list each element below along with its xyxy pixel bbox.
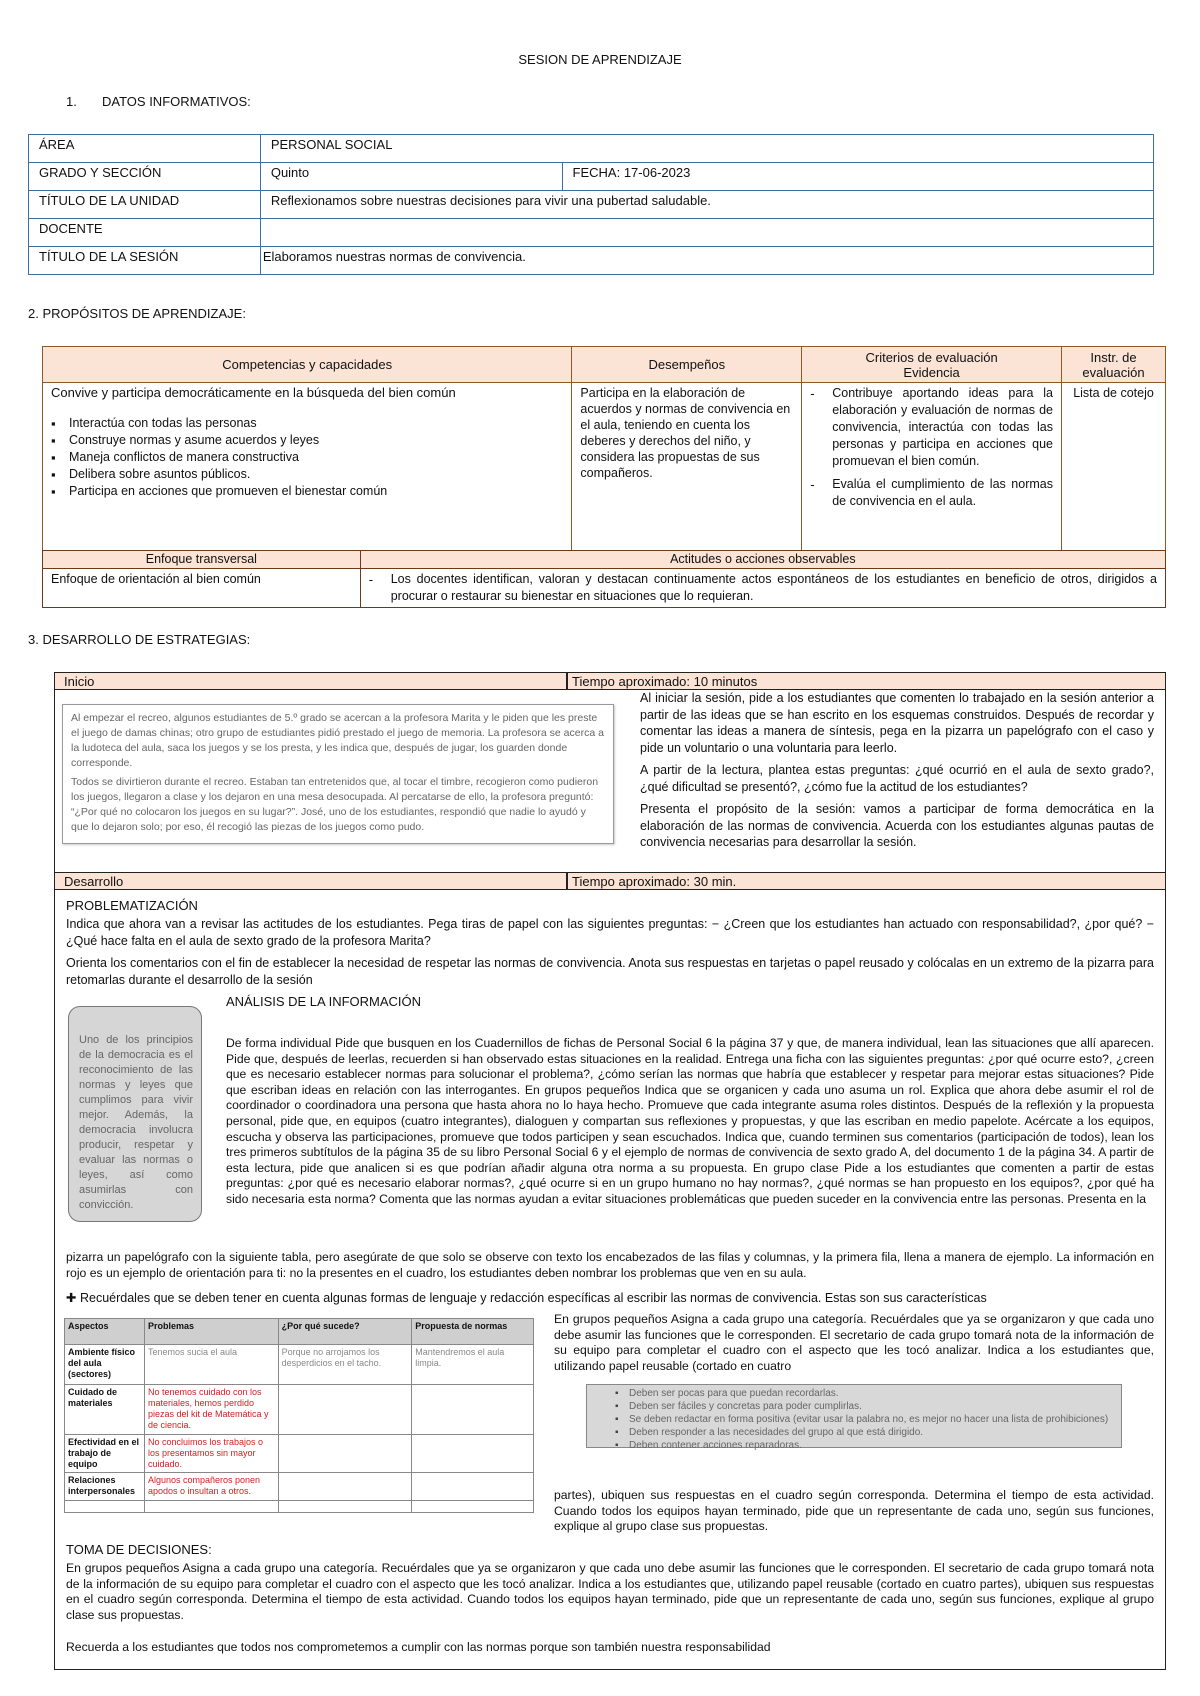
page-title: SESION DE APRENDIZAJE bbox=[518, 52, 682, 67]
table-cell: Relaciones interpersonales bbox=[65, 1473, 145, 1501]
list-item: ▪ Construye normas y asume acuerdos y leyes bbox=[51, 432, 563, 449]
unidad-value: Reflexionamos sobre nuestras decisiones para vivir una pubertad saludable. bbox=[260, 191, 1153, 219]
docente-label: DOCENTE bbox=[29, 219, 261, 247]
instrumento-cell: Lista de cotejo bbox=[1062, 383, 1166, 551]
table-cell: Cuidado de materiales bbox=[65, 1385, 145, 1435]
criterios-list bbox=[810, 385, 1053, 510]
list-item: ▪ Participa en acciones que promueven el bienestar común bbox=[51, 483, 563, 500]
info-table bbox=[28, 134, 1154, 275]
section-title-propositos: 2. PROPÓSITOS DE APRENDIZAJE: bbox=[28, 306, 246, 321]
enfoque-table bbox=[42, 550, 1166, 608]
table-cell bbox=[278, 1501, 412, 1513]
table-row bbox=[65, 1473, 534, 1501]
header-desempenos: Desempeños bbox=[572, 347, 802, 383]
problem-text bbox=[66, 916, 1154, 988]
actitud-cell bbox=[360, 569, 1165, 608]
plus-bullet-icon: ✚ bbox=[66, 1291, 77, 1305]
desempeno-cell: Participa en la elaboración de acuerdos y normas de convivencia en el aula, teniendo en cuenta los deberes y derechos del niño, y considera las propuestas de sus compañeros. bbox=[572, 383, 802, 551]
desarrollo-time: Tiempo aproximado: 30 min. bbox=[572, 874, 737, 889]
fecha-value: FECHA: 17-06-2023 bbox=[562, 163, 1153, 191]
characteristics-list bbox=[615, 1387, 1113, 1452]
norms-header-porque: ¿Por qué sucede? bbox=[278, 1319, 412, 1345]
case-paragraph-1: Al empezar el recreo, algunos estudiantes de 5.º grado se acercan a la profesora Marita y le piden que les preste el juego de damas chinas; otro grupo de estudiantes pidió prestado el juego de memoria. La profesora se acerca a la ludoteca del aula, saca los juegos y se los presta, y les indica que, después de jugar, los guarden donde corresponde. bbox=[71, 712, 604, 769]
decision-paragraph-1: En grupos pequeños Asigna a cada grupo una categoría. Recuérdales que ya se organizaron y que cada uno debe asumir las funciones que le corresponden. El secretario de cada grupo tomará nota de la información de su equipo para completar el cuadro con el aspecto que les tocó analizar. Indica a los estudiantes que, utilizando papel reusable (cortado en cuatro partes), ubiquen sus respuestas en el cuadro según corresponda. Determina el tiempo de esta actividad. Cuando todos los equipos hayan terminado, pide que un representante de cada uno, según sus funciones, explique al grupo clase sus propuestas. bbox=[66, 1561, 1154, 1622]
area-value: PERSONAL SOCIAL bbox=[260, 135, 1153, 163]
inicio-paragraph-3: Presenta el propósito de la sesión: vamos a participar de forma democrática en la elaboración de las normas de convivencia. Acuerda con los estudiantes algunas pautas de convivencia necesarias para desarrollar la sesión. bbox=[640, 802, 1154, 849]
section-title-datos: DATOS INFORMATIVOS: bbox=[102, 94, 251, 109]
problem-title: PROBLEMATIZACIÓN bbox=[66, 898, 198, 913]
sesion-label: TÍTULO DE LA SESIÓN bbox=[29, 247, 261, 275]
list-item: - Contribuye aportando ideas para la elaboración y evaluación de normas de convivencia, interactúa con todas las personas y participa en acciones que promuevan el bien común. bbox=[810, 385, 1053, 470]
table-cell: Algunos compañeros ponen apodos o insultan a otros. bbox=[144, 1473, 278, 1501]
desarrollo-label: Desarrollo bbox=[64, 874, 124, 889]
table-cell bbox=[278, 1435, 412, 1473]
table-cell bbox=[412, 1473, 534, 1501]
header-enfoque: Enfoque transversal bbox=[43, 551, 361, 569]
norms-header-propuesta: Propuesta de normas bbox=[412, 1319, 534, 1345]
problem-paragraph-2: Orienta los comentarios con el fin de establecer la necesidad de respetar las normas de convivencia. Anota sus respuestas en tarjetas o papel reusado y colócalas en un extremo de la pizarra para retomarlas durante el desarrollo de la sesión bbox=[66, 956, 1154, 987]
norms-table bbox=[64, 1318, 534, 1513]
grado-value: Quinto bbox=[260, 163, 562, 191]
bullet-intro-text: Recuérdales que se deben tener en cuenta algunas formas de lenguaje y redacción específicas al escribir las normas de convivencia. Estas son sus características bbox=[79, 1291, 987, 1305]
list-item: ▪ Deben responder a las necesidades del grupo al que está dirigido. bbox=[615, 1426, 1113, 1439]
groups-paragraph-2: partes), ubiquen sus respuestas en el cuadro según corresponda. Determina el tiempo de esta actividad. Cuando todos los equipos hayan terminado, pide que un representante de cada uno, según sus funciones, explique al grupo clase sus propuestas. bbox=[554, 1488, 1154, 1534]
header-instrumento: Instr. de evaluación bbox=[1062, 347, 1166, 383]
table-cell bbox=[278, 1473, 412, 1501]
actitudes-list bbox=[369, 571, 1157, 605]
inicio-paragraph-1: Al iniciar la sesión, pide a los estudiantes que comenten lo trabajado en la sesión anterior a partir de las ideas que se han escrito en los esquemas construidos. Después de recordar y comentar las ideas a manera de síntesis, pega en la pizarra un papelógrafo con el caso y pide un voluntario o una voluntaria para leerlo. bbox=[640, 691, 1154, 755]
table-cell bbox=[278, 1385, 412, 1435]
inicio-paragraph-2: A partir de la lectura, plantea estas preguntas: ¿qué ocurrió en el aula de sexto grado?, ¿qué dificultad se presentó?, ¿cómo fue la actitud de los estudiantes? bbox=[640, 763, 1154, 794]
table-row bbox=[65, 1385, 534, 1435]
header-criterios bbox=[802, 347, 1062, 383]
list-item: ▪ Maneja conflictos de manera constructiva bbox=[51, 449, 563, 466]
case-paragraph-2: Todos se divirtieron durante el recreo. Estaban tan entretenidos que, al tocar el timbre, recogieron como pudieron los juegos, llegaron a clase y los dejaron en una mesa desocupada. Al percatarse de ello, la profesora preguntó: “¿Por qué no colocaron los juegos en su lugar?”. José, uno de los estudiantes, respondió que nadie lo ayudó y que lo dejaron solo; por eso, él recogió las piezas de los juegos como pudo. bbox=[71, 776, 599, 833]
header-actitudes: Actitudes o acciones observables bbox=[360, 551, 1165, 569]
header-criterios-line2: Evidencia bbox=[903, 364, 960, 380]
decision-title: TOMA DE DECISIONES: bbox=[66, 1542, 212, 1557]
list-item: - Los docentes identifican, valoran y destacan continuamente actos espontáneos de los estudiantes en beneficio de otros, dirigidos a procurar o restaurar su bienestar en situaciones que lo requieran. bbox=[369, 571, 1157, 605]
inicio-time: Tiempo aproximado: 10 minutos bbox=[572, 674, 758, 689]
table-row bbox=[65, 1435, 534, 1473]
problem-paragraph-1: Indica que ahora van a revisar las actitudes de los estudiantes. Pega tiras de papel con las siguientes preguntas: − ¿Creen que los estudiantes han actuado con responsabilidad?, ¿por qué? − ¿Qué hace falta en el aula de sexto grado de la profesora Marita? bbox=[66, 917, 1154, 948]
desarrollo-header-divider bbox=[566, 872, 568, 890]
table-cell bbox=[412, 1501, 534, 1513]
list-item: ▪ Se deben redactar en forma positiva (evitar usar la palabra no, es mejor no hacer una lista de prohibiciones) bbox=[615, 1413, 1113, 1426]
table-row bbox=[65, 1345, 534, 1385]
characteristics-box bbox=[586, 1384, 1122, 1451]
bullet-intro-row bbox=[66, 1290, 987, 1305]
capacidades-list bbox=[51, 415, 563, 500]
analysis-title: ANÁLISIS DE LA INFORMACIÓN bbox=[226, 994, 422, 1009]
competencia-text: Convive y participa democráticamente en la búsqueda del bien común bbox=[51, 385, 456, 400]
competencia-cell bbox=[43, 383, 572, 551]
header-competencias: Competencias y capacidades bbox=[43, 347, 572, 383]
table-cell: Ambiente físico del aula (sectores) bbox=[65, 1345, 145, 1385]
list-item: ▪ Deben contener acciones reparadoras. bbox=[615, 1439, 1113, 1452]
inicio-text bbox=[640, 690, 1154, 851]
table-cell: No concluimos los trabajos o los presentamos sin mayor cuidado. bbox=[144, 1435, 278, 1473]
table-row bbox=[65, 1501, 534, 1513]
analysis-paragraph-1: De forma individual Pide que busquen en los Cuadernillos de fichas de Personal Social 6 la página 37 y que, de manera individual, lean las situaciones que allí aparecen. Pide que, después de leerlas, recuerden si han observado estas situaciones en la realidad. Entrega una ficha con las siguientes preguntas: ¿por qué ocurre esto?, ¿creen que es necesario establecer normas para solucionar el problema?, ¿cómo serían las normas que habría que establecer y respetar para mejorar estas situaciones? Pide que escriban ideas en relación con las interrogantes. En grupos pequeños Indica que se organicen y cada uno asuma un rol. Explica que ahora debe asumir el rol de coordinador o coordinadora una persona que hasta ahora no lo haya hecho. Promueve que cada integrante asuma roles distintos. Después de la reflexión y la propuesta personal, pide que, en equipos (cuatro integrantes), dialoguen y compartan sus reflexiones y propuestas, y que las escriban en medio papelote. Acércate a los equipos, escucha y observa las participaciones, promueve que todos participen y sean escuchados. Indica que, cuando terminen sus comentarios (participación de todos), lean los tres primeros subtítulos de la página 35 de su libro Personal Social 6 y el ejemplo de normas de convivencia de sexto grado A, del documento 1 de la página 34. A partir de esta lectura, pide que analicen si es que podrían añadir alguna otra norma a su propuesta. En grupo clase Pide a los estudiantes que comenten a partir de estas preguntas: ¿por qué es necesario elaborar normas?, ¿qué ocurre si en un grupo humano no hay normas?, ¿qué normas se han propuesto en los equipos?, ¿por qué ha sido necesaria esta norma? Comenta que las normas ayudan a evitar situaciones problemáticas que pueden suceder en la convivencia entre las personas. Presenta en la bbox=[226, 1036, 1154, 1206]
norms-header-problemas: Problemas bbox=[144, 1319, 278, 1345]
purposes-table bbox=[42, 346, 1166, 551]
analysis-paragraph-2: pizarra un papelógrafo con la siguiente tabla, pero asegúrate de que solo se observe con texto los encabezados de las filas y columnas, y la primera fila, llena a manera de ejemplo. La información en rojo es un ejemplo de orientación para ti: no la presentes en el cuadro, los estudiantes deben nombrar los problemas que ven en su aula. bbox=[66, 1250, 1154, 1280]
list-item: ▪ Delibera sobre asuntos públicos. bbox=[51, 466, 563, 483]
table-cell: No tenemos cuidado con los materiales, hemos perdido piezas del kit de Matemática y de ciencia. bbox=[144, 1385, 278, 1435]
decision-paragraph-2: Recuerda a los estudiantes que todos nos comprometemos a cumplir con las normas porque son también nuestra responsabilidad bbox=[66, 1640, 771, 1654]
list-item: - Evalúa el cumplimiento de las normas de convivencia en el aula. bbox=[810, 476, 1053, 510]
table-cell: Efectividad en el trabajo de equipo bbox=[65, 1435, 145, 1473]
sesion-value: Elaboramos nuestras normas de convivencia. bbox=[260, 247, 1153, 275]
inicio-header-divider bbox=[566, 672, 568, 690]
principle-box: Uno de los principios de la democracia es el reconocimiento de las normas y leyes que cumplimos para vivir mejor. Además, la democracia involucra producir, respetar y evaluar las normas o leyes, así como asumirlas con convicción. bbox=[68, 1006, 202, 1222]
enfoque-value: Enfoque de orientación al bien común bbox=[43, 569, 361, 608]
list-item: ▪ Interactúa con todas las personas bbox=[51, 415, 563, 432]
criterios-cell bbox=[802, 383, 1062, 551]
section-number-1: 1. bbox=[66, 94, 77, 109]
table-cell bbox=[412, 1385, 534, 1435]
table-cell bbox=[144, 1501, 278, 1513]
area-label: ÁREA bbox=[29, 135, 261, 163]
inicio-label: Inicio bbox=[64, 674, 95, 689]
header-criterios-line1: Criterios de evaluación bbox=[865, 349, 998, 365]
table-cell: Mantendremos el aula limpia. bbox=[412, 1345, 534, 1385]
case-box bbox=[62, 704, 614, 844]
table-cell: Tenemos sucia el aula bbox=[144, 1345, 278, 1385]
list-item: ▪ Deben ser fáciles y concretas para poder cumplirlas. bbox=[615, 1400, 1113, 1413]
grado-label: GRADO Y SECCIÓN bbox=[29, 163, 261, 191]
section-title-desarrollo: 3. DESARROLLO DE ESTRATEGIAS: bbox=[28, 632, 251, 647]
docente-value bbox=[260, 219, 1153, 247]
groups-paragraph-1: En grupos pequeños Asigna a cada grupo una categoría. Recuérdales que ya se organizaron y que cada uno debe asumir las funciones que le corresponden. El secretario de cada grupo tomará nota de la información de su equipo para completar el cuadro con el aspecto que les tocó analizar. Indica a los estudiantes que, utilizando papel reusable (cortado en cuatro bbox=[554, 1312, 1154, 1373]
table-cell bbox=[65, 1501, 145, 1513]
unidad-label: TÍTULO DE LA UNIDAD bbox=[29, 191, 261, 219]
table-cell: Porque no arrojamos los desperdicios en el tacho. bbox=[278, 1345, 412, 1385]
list-item: ▪ Deben ser pocas para que puedan recordarlas. bbox=[615, 1387, 1113, 1400]
norms-header-aspectos: Aspectos bbox=[65, 1319, 145, 1345]
table-cell bbox=[412, 1435, 534, 1473]
